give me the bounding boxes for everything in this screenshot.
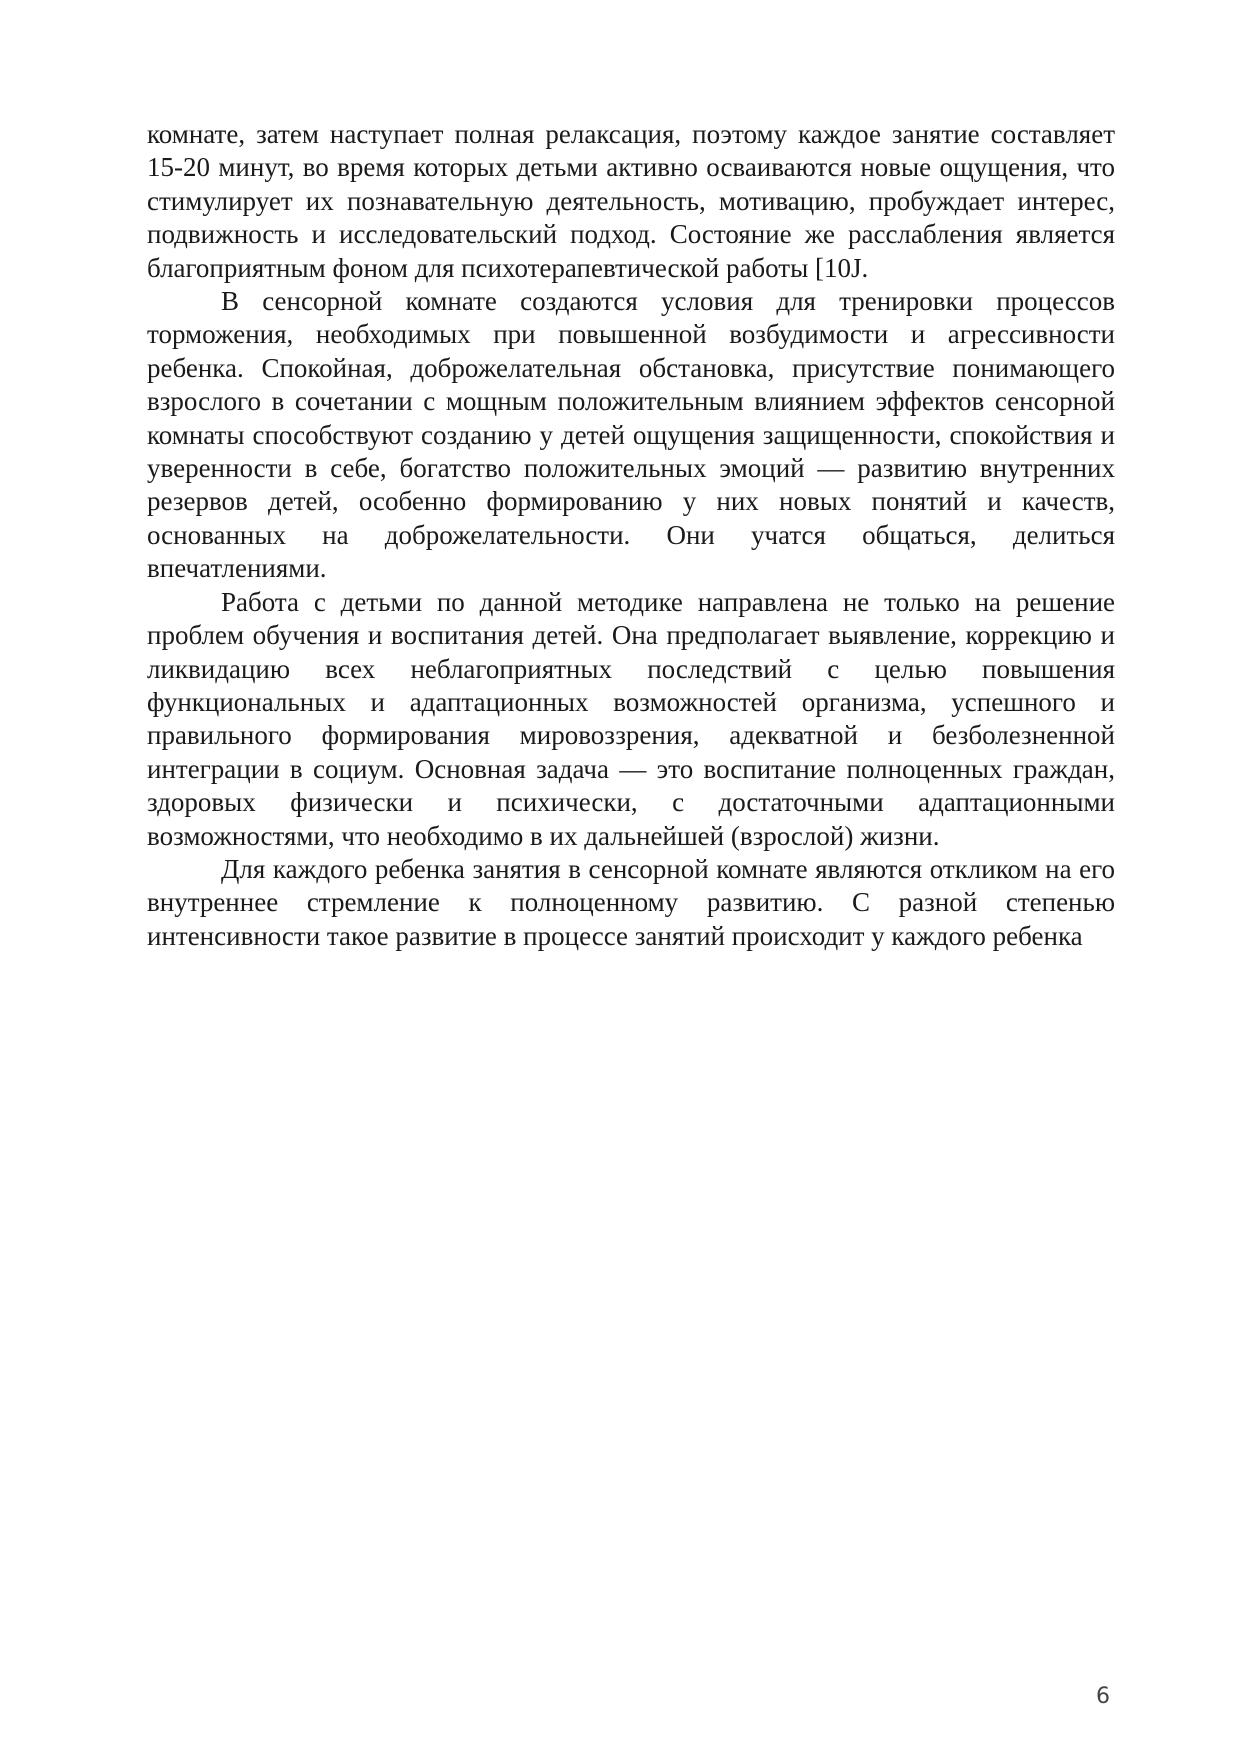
- paragraph-child-development: Для каждого ребенка занятия в сенсорной комнате являются откликом на его внутреннее стремление к полноценному развитию. С разной степенью интенсивности такое развитие в процессе занятий происходит у каждого ребенка: [147, 853, 1115, 951]
- page-number: 6: [1096, 1684, 1110, 1709]
- paragraph-sensory-room-conditions: В сенсорной комнате создаются условия для тренировки процессов торможения, необходимых при повышенной возбудимости и агрессивности ребенка. Спокойная, доброжелательная обстановка, присутствие понимающего взрослого в сочетании с мощным положительным влиянием эффектов сенсорной комнаты способствуют созданию у детей ощущения защищенности, спокойствия и уверенности в себе, богатство положительных эмоций — развитию внутренних резервов детей, особенно формированию у них новых понятий и качеств, основанных на доброжелательности. Они учатся общаться, делиться впечатлениями.: [147, 286, 1115, 584]
- page-body: [147, 118, 1115, 953]
- paragraph-continuation: комнате, затем наступает полная релаксация, поэтому каждое занятие составляет 15-20 минут, во время которых детьми активно осваиваются новые ощущения, что стимулирует их познавательную деятельность, мотивацию, пробуждает интерес, подвижность и исследовательский подход. Состояние же расслабления является благоприятным фоном для психотерапевтической работы [10J.: [147, 119, 1115, 283]
- paragraph-methodology: Работа с детьми по данной методике направлена не только на решение проблем обучения и воспитания детей. Она предполагает выявление, коррекцию и ликвидацию всех неблагоприятных последствий с целью повышения функциональных и адаптационных возможностей организма, успешного и правильного формирования мировоззрения, адекватной и безболезненной интеграции в социум. Основная задача — это воспитание полноценных граждан, здоровых физически и психически, с достаточными адаптационными возможностями, что необходимо в их дальнейшей (взрослой) жизни.: [147, 586, 1115, 851]
